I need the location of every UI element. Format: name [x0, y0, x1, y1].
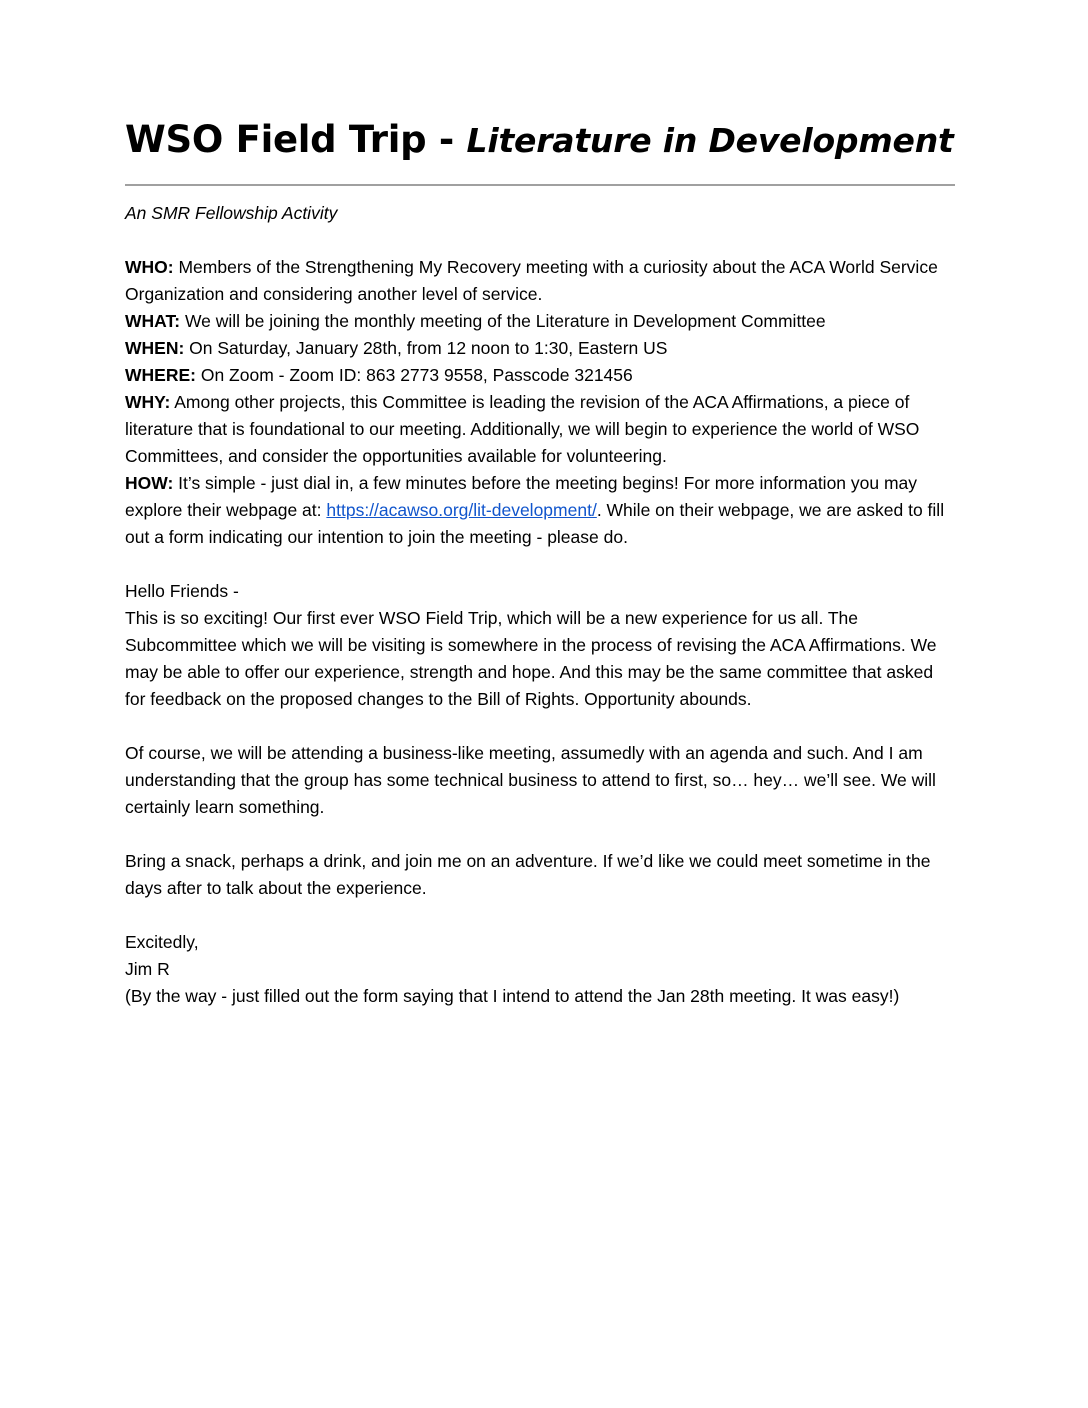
- info-text-why: Among other projects, this Committee is leading the revision of the ACA Affirmations, a piece of literature that is foundational to our meeting. Additionally, we will begin to experience the world of WSO Committees, and consider the opportunities available for volunteering.: [125, 391, 920, 466]
- info-text-how-after-link: . While on their webpage, we are asked to fill out a form indicating our intention to join the meeting - please do.: [125, 499, 945, 547]
- letter-paragraph-1: This is so exciting! Our first ever WSO Field Trip, which will be a new experience for us all. The Subcommittee which we will be visiting is somewhere in the process of revising the ACA Affirmations. We may be able to offer our experience, strength and hope. And this may be the same committee that asked for feedback on the proposed changes to the Bill of Rights. Opportunity abounds.: [125, 607, 937, 709]
- info-label-when: WHEN:: [125, 337, 185, 358]
- info-item-what: [125, 311, 826, 331]
- info-item-where: [125, 365, 633, 385]
- info-item-when: [125, 338, 667, 358]
- info-text-what: We will be joining the monthly meeting of the Literature in Development Committee: [180, 310, 826, 331]
- info-text-how-before-link: It’s simple - just dial in, a few minutes before the meeting begins! For more information you may explore their webpage at:: [125, 472, 918, 520]
- letter-paragraph-2: Of course, we will be attending a business-like meeting, assumedly with an agenda and such. And I am understanding that the group has some technical business to attend to first, so… hey… we’ll see. We will certainly learn something.: [125, 742, 936, 817]
- document-subtitle: An SMR Fellowship Activity: [125, 202, 338, 223]
- page-title-main: WSO Field Trip -: [125, 118, 467, 161]
- letter-signature: Jim R: [125, 958, 170, 979]
- letter-paragraph-2-block: [125, 713, 957, 821]
- info-label-why: WHY:: [125, 391, 171, 412]
- letter-greeting: Hello Friends -: [125, 580, 239, 601]
- info-item-why: [125, 392, 919, 466]
- letter-paragraph-3: Bring a snack, perhaps a drink, and join me on an adventure. If we’d like we could meet sometime in the days after to talk about the experience.: [125, 850, 931, 898]
- page-title: [125, 0, 957, 162]
- letter-closing-block: [125, 902, 957, 1010]
- info-label-how: HOW:: [125, 472, 174, 493]
- letter-closing: Excitedly,: [125, 931, 199, 952]
- info-item-who: [125, 257, 938, 304]
- info-label-where: WHERE:: [125, 364, 196, 385]
- info-label-what: WHAT:: [125, 310, 181, 331]
- document-content: [125, 0, 957, 1010]
- info-label-who: WHO:: [125, 256, 174, 277]
- lit-development-link[interactable]: https://acawso.org/lit-development/: [326, 499, 597, 520]
- letter-paragraph-3-block: [125, 821, 957, 902]
- info-item-how: [125, 473, 944, 547]
- letter-postscript: (By the way - just filled out the form saying that I intend to attend the Jan 28th meeting. It was easy!): [125, 985, 900, 1006]
- letter-greeting-block: [125, 551, 957, 713]
- info-text-where: On Zoom - Zoom ID: 863 2773 9558, Passcode 321456: [195, 364, 633, 385]
- page-title-emphasis: Literature in Development: [466, 121, 954, 160]
- info-text-when: On Saturday, January 28th, from 12 noon to 1:30, Eastern US: [184, 337, 668, 358]
- info-text-who: Members of the Strengthening My Recovery meeting with a curiosity about the ACA World Service Organization and considering another level of service.: [125, 256, 938, 304]
- info-block: [125, 227, 957, 551]
